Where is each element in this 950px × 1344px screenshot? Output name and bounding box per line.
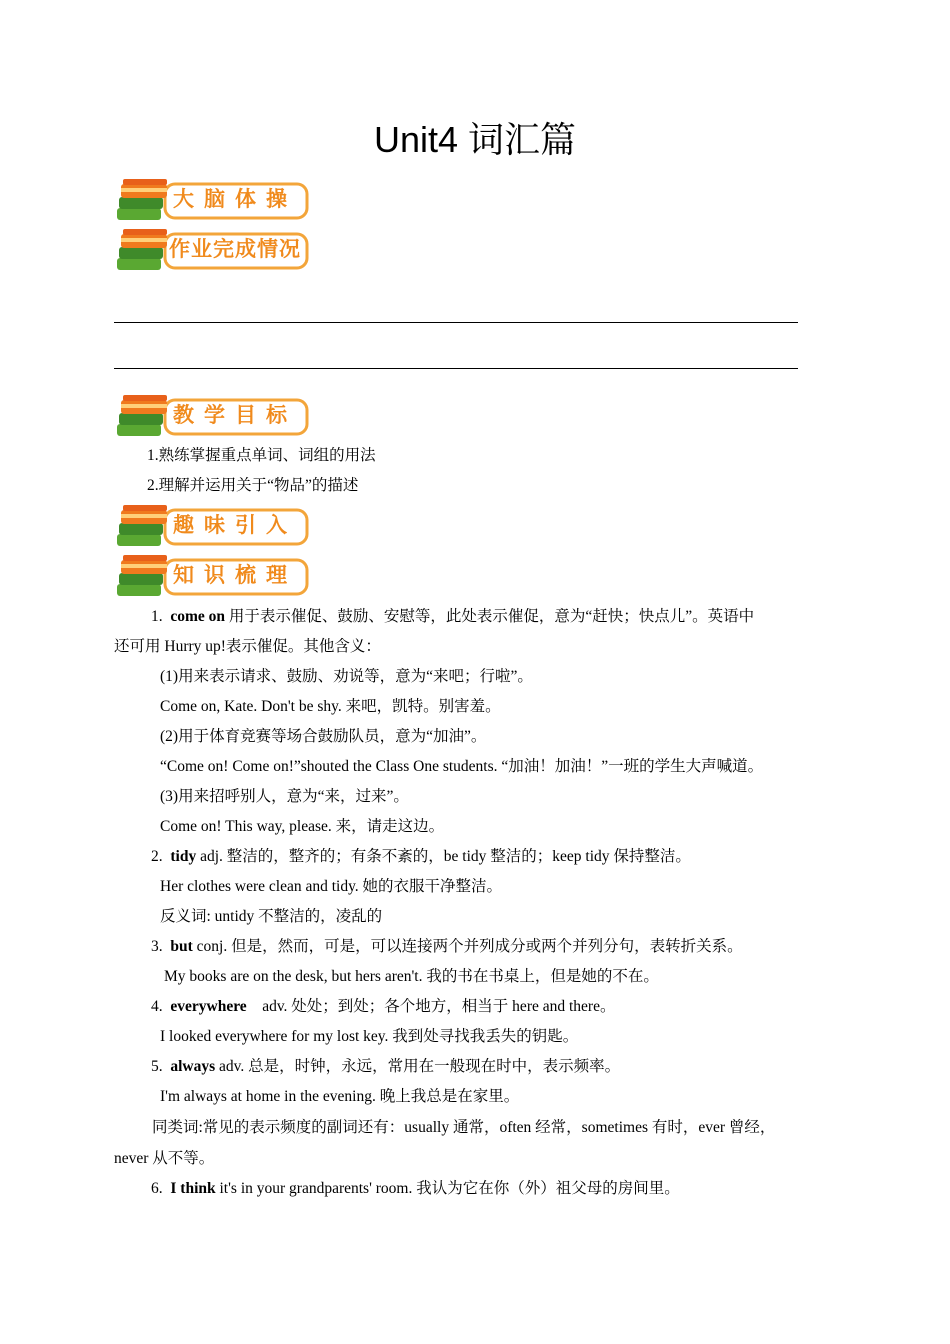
vocab-item-4	[151, 997, 615, 1017]
sub-meaning: (2)用于体育竞赛等场合鼓励队员，意为“加油”。	[160, 728, 487, 745]
item-term: everywhere	[170, 998, 247, 1015]
item-term: tidy	[170, 848, 197, 865]
similar-words-note-cont: never 从不等。	[114, 1150, 215, 1167]
item-term: come on	[170, 608, 226, 625]
example-sentence: Come on, Kate. Don't be shy. 来吧，凯特。别害羞。	[160, 698, 501, 715]
item-description: 用于表示催促、鼓励、安慰等，此处表示催促，意为“赶快；快点儿”。英语中	[228, 608, 755, 625]
example-sentence: I'm always at home in the evening. 晚上我总是在家里。	[160, 1088, 520, 1105]
example-sentence: “Come on! Come on!”shouted the Class One students. “加油！加油！”一班的学生大声喊道。	[160, 758, 764, 775]
sub-meaning: (3)用来招呼别人，意为“来，过来”。	[160, 788, 409, 805]
badge-knowledge	[113, 554, 313, 602]
goal-item: 1.熟练掌握重点单词、词组的用法	[147, 447, 376, 464]
item-number: 4.	[151, 998, 163, 1015]
badge-homework	[113, 228, 313, 276]
item-description: adv. 处处；到处；各个地方，相当于 here and there。	[262, 998, 616, 1015]
example-sentence: Her clothes were clean and tidy. 她的衣服干净整洁。	[160, 878, 503, 895]
vocab-item-3	[151, 937, 743, 957]
antonym-note: 反义词: untidy 不整洁的，凌乱的	[160, 908, 383, 925]
badge-label: 作业完成情况	[169, 237, 301, 261]
item-number: 1.	[151, 608, 163, 625]
goal-item: 2.理解并运用关于“物品”的描述	[147, 477, 359, 494]
vocab-item-2	[151, 847, 691, 867]
item-number: 3.	[151, 938, 163, 955]
item-description: conj. 但是，然而，可是，可以连接两个并列成分或两个并列分句，表转折关系。	[196, 938, 743, 955]
item-term: always	[170, 1058, 216, 1075]
badge-goals	[113, 394, 313, 442]
badge-label: 趣味引入	[173, 513, 297, 537]
item-term: I think	[170, 1180, 216, 1197]
item-description-cont: 还可用 Hurry up!表示催促。其他含义：	[114, 638, 381, 655]
item-number: 5.	[151, 1058, 163, 1075]
similar-words-note: 同类词:常见的表示频度的副词还有：usually 通常，often 经常，sometimes 有时，ever 曾经，	[152, 1119, 776, 1136]
example-sentence: I looked everywhere for my lost key. 我到处寻找我丢失的钥匙。	[160, 1028, 579, 1045]
badge-label: 知识梳理	[173, 563, 297, 587]
answer-line	[114, 322, 798, 323]
vocab-item-6	[151, 1179, 680, 1199]
example-sentence: Come on! This way, please. 来，请走这边。	[160, 818, 445, 835]
item-number: 2.	[151, 848, 163, 865]
badge-intro	[113, 504, 313, 552]
item-term: but	[170, 938, 193, 955]
item-description: adv. 总是，时钟，永远，常用在一般现在时中，表示频率。	[219, 1058, 621, 1075]
sub-meaning: (1)用来表示请求、鼓励、劝说等，意为“来吧；行啦”。	[160, 668, 533, 685]
item-description: adj. 整洁的，整齐的；有条不紊的，be tidy 整洁的；keep tidy 保持整洁。	[200, 848, 691, 865]
badge-label: 教学目标	[173, 403, 297, 427]
example-sentence: My books are on the desk, but hers aren't. 我的书在书桌上，但是她的不在。	[164, 968, 659, 985]
badge-brain-gym	[113, 178, 313, 226]
vocab-item-1	[151, 607, 754, 627]
item-description: it's in your grandparents' room. 我认为它在你（外）祖父母的房间里。	[219, 1180, 680, 1197]
item-number: 6.	[151, 1180, 163, 1197]
badge-label: 大脑体操	[173, 187, 297, 211]
page-title: Unit4 词汇篇	[373, 119, 577, 160]
vocab-item-5	[151, 1057, 620, 1077]
answer-line	[114, 368, 798, 369]
